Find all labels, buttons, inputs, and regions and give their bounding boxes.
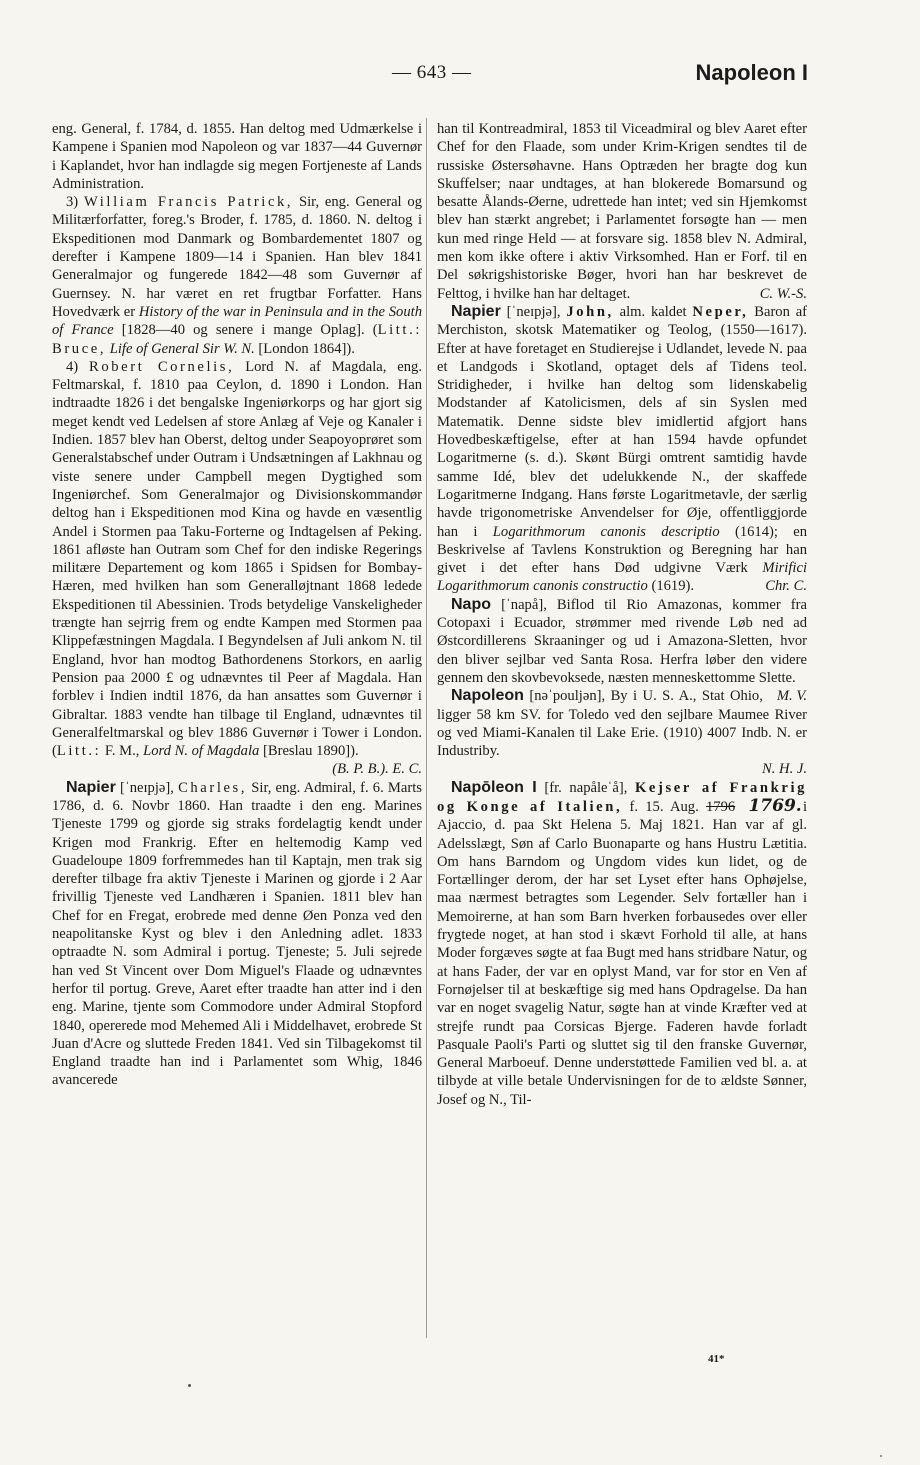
printer-signature-mark: 41* [708,1353,725,1365]
stray-mark [188,1384,191,1387]
author-signature: N. H. J. [762,761,807,778]
pronunciation: [fr. napåleˈå], [544,779,628,796]
entry-robert-cornelis [52,358,422,761]
literature-label: Litt.: [56,743,102,760]
work-title: Mirifici Logarithmorum canonis constructio [437,560,807,595]
entry-text: Sir, eng. General og Militærforfatter, foreg.'s Broder, f. 1785, d. 1860. N. deltog i Ekspeditionen mod Danmark og Bombardementet 1807 og derefter i Kampene 1809—14 i Spanien. Han blev 1841 Generalmajor og fungerede 1842—48 som Guvernør af Guernsey. N. har været en ret frugtbar Forfatter. Hans Hovedværk er [52,194,422,320]
handwritten-correction: 1769. [748,795,802,816]
entry-napoleon-i [437,779,807,1109]
entry-text: han til Kontreadmiral, 1853 til Viceadmiral og blev Aaret efter Chef for den Flaade, som under Krim-Krigen sendtes til de russiske Østersøhavne. Hans Optræden her bragte dog kun Skuffelser; naar undtages, at han blokerede Bomarsund og besatte Ålands-Øerne, udrettede han intet; ved sin Hjemkomst blev han stærkt angrebet; i Parlamentet forsøgte han — men kun med ringe Held — at forsvare sig. 1858 blev N. Admiral, men kom ikke oftere i aktiv Virksomhed. Han er Forf. til en Del søkrigshistoriske Bøger, hvori han har beskrevet de Felttog, i hvilke han har deltaget. [437,121,807,302]
pronunciation: [ˈneɪpjə], [119,779,174,796]
author-signature: M. V. [776,688,807,705]
entry-number: 3) [66,194,79,211]
entry-text: (1619). [651,578,695,595]
struck-year: 1796 [706,798,736,815]
left-column [52,120,422,1090]
entry-napier-john [437,303,807,596]
literature-label: Litt.: [377,322,422,339]
entry-text: [London 1864]). [258,340,355,357]
headword: Napōleon I [451,778,537,796]
pronunciation: [nəˈpouljən], [529,688,606,705]
entry-text: [Breslau 1890]). [263,743,359,760]
entry-text: Baron af Merchiston, skotsk Matematiker og Teolog, (1550—1617). Efter at have foretaget en Studierejse i Udlandet, levede N. paa et Landgods i Skotland, optaget dels af Tidens teol. Stridigheder, i hvilke han deltog som lidenskabelig Modstander af Katolicismen, dels af sin Syslen med Matematik. Denne sidste blev imidlertid afgjort hans Hovedbeskæftigelse, efter at han 1594 havde opfundet Logaritmerne (s. d.). Skønt Bürgi omtrent samtidig havde samme Idé, blev det udelukkende N., der skaffede Logaritmerne Indgang. Hans første Logaritmetavle, der særlig havde trigonometriske Anvendelser for Øje, offentliggjorde han i [437,303,808,540]
entry-alias: Neper, [692,303,749,320]
entry-continuation [437,120,807,303]
entry-name: Charles, [178,779,248,796]
author-signature: (B. P. B.). E. C. [332,761,422,778]
entry-napier-charles [52,779,422,1090]
entry-text: [1828—40 og senere i mange Oplag]. ( [121,322,378,339]
entry-text: Lord N. af Magdala, eng. Feltmarskal, f. 1810 paa Ceylon, d. 1890 i London. Han indtraadte 1826 i det bengalske Ingeniørkorps og har gjort sig meget kendt ved Ledelsen af store Anlæg af Veje og Kanaler i Indien. 1857 blev han Oberst, deltog under Seapoyoprøret som Generalstabschef under Outram i Undsætningen af Lakhnau og viste senere under Campbell megen Dygtighed som Ingeniørchef. Som Generalmajor og Divisionskommandør deltog han i Ekspeditionen mod Kina og havde en væsentlig Andel i Stormen paa Taku-Forterne og Indtagelsen af Peking. 1861 afløste han Outram som Chef for den indiske Regerings militære Departement og kom 1865 i Spidsen for Bombay-Hæren, med hvilken han som Generalløjtnant 1868 ledede Ekspeditionen til Abessinien. Trods betydelige Vanskeligheder trængte han sejrrig frem og endte Kampen med Stormen paa Klippefæstningen Magdala. I Begyndelsen af Juli ankom N. til England, hvor han modtog Bathordenens Storkors, en aarlig Pension paa 2000 £ og udnævntes til Peer af Magdala. Han forblev i Indien indtil 1876, da han ansattes som Guvernør i Gibraltar. 1883 vendte han tilbage til England, udnævntes til Generalfeltmarskal og blev 1886 Guvernør i Tower i London. ( [52,358,422,760]
author-signature: Chr. C. [765,578,807,595]
author-signature: C. W.-S. [759,285,807,302]
pronunciation: [ˈneɪpjə], [506,303,561,320]
column-divider [426,118,427,1338]
work-title: Life of General Sir W. N. [109,340,255,357]
page-header [52,62,808,92]
entry-text: (1614); en Beskrivelse af Tavlens Konstruktion og Beregning har han givet i det efter hans Død udgivne Værk [437,523,808,577]
work-title: Lord N. of Magdala [143,743,260,760]
right-column [437,120,807,1109]
birth-date: f. 15. Aug. [629,798,699,815]
entry-text: By i U. S. A., Stat Ohio, ligger 58 km SV. for Toledo ved den sejlbare Maumee River og ved Miami-Kanalen til Lake Erie. (1910) 4007 Indb. N. er Industriby. [437,688,807,760]
headword: Napier [66,778,116,796]
entry-text: Biflod til Rio Amazonas, kommer fra Cotopaxi i Ecuador, strømmer med rivende Løb ned ad Østcordillerens Skraaninger og ud i Amazona-Sletten, hvor den bliver sejlbar ved Santa Rosa. Herfra løber den videre gennem den skovbevoksede, næsten menneskettomme Slette. [437,596,807,686]
entry-title: Kejser af Frankrig og Konge af Italien, [437,779,807,815]
headword: Napier [451,302,501,320]
entry-text: Sir, eng. Admiral, f. 6. Marts 1786, d. 6. Novbr 1860. Han traadte i den eng. Marines Tjeneste 1799 og gjorde sig straks fordelagtig kendt under Krigen mod Frankrig. Efter en heltemodig Kamp ved Guadeloupe 1809 forfremmedes han til Kaptajn, men trak sig derefter tilbage fra aktiv Tjeneste i Marinen og gjorde i 2 Aar frivillig Tjeneste ved Landhæren i Spanien. 1811 blev han Chef for en Fregat, erobrede med denne Øen Ponza ved den neapolitanske Kyst og blev i den Anledning adlet. 1833 optraadte N. som Admiral i portug. Tjeneste; 5. Juli sejrede han ved St Vincent over Dom Miguel's Flaade og udnævntes herfor til portug. Greve, Aaret efter traadte han atter ind i den eng. Marine, tjente som Commodore under Admiral Stopford 1840, opererede mod Mehemed Ali i Middelhavet, erobrede St Juan d'Acre og sluttede Freden 1841. Ved sin Tilbagekomst til England traadte han ind i Parlamentet som Whig, 1846 avancerede [52,779,422,1089]
pronunciation: [ˈnapå], [501,596,547,613]
stray-mark [880,1455,882,1457]
author-name: Bruce, [52,340,107,357]
page-number: — 643 — [392,62,472,83]
entry-number: 4) [66,358,79,375]
entry-name: John, [566,303,614,320]
work-title: History of the war in Peninsula and in the South of France [52,303,422,339]
headword: Napo [451,595,491,613]
entry-text: i Ajaccio, d. paa Skt Helena 5. Maj 1821. Han var af gl. Adelsslægt, Søn af Carlo Buonaparte og hans Hustru Lætitia. Om hans Barndom og Ungdom vides kun lidet, og de Fortællinger derom, der har set Lyset efter hans Ophøjelse, maa nærmest betragtes som Legender. Selv fortæller han i Memoirerne, at han som Barn hverken forbausedes over eller frygtede noget, at han stod i skævt Forhold til alle, at hans Moder forgæves søgte at faa Bugt med hans stridbare Natur, og at hans Fader, der var en oplyst Mand, var for stor en Ven af Fornøjelser til at beskæftige sig med hans Opdragelse. Da han var en noget svagelig Natur, søgte han at vinde Kræfter ved at strejfe rundt paa Corsicas Bjerge. Faderen havde forladt Pasquale Paoli's Parti og sluttet sig til den franske Guvernør, General Marboeuf. Denne understøttede Familien ved bl. a. at tilbyde at ville betale Undervisningen for de to ældste Sønner, Josef og N., Til- [437,798,808,1108]
entry-text: eng. General, f. 1784, d. 1855. Han deltog med Udmærkelse i Kampene i Spanien mod Napoleon og var 1837—44 Guvernør i Kaplandet, hvor han indlagde sig megen Fortjeneste af Lands Administration. [52,121,422,192]
entry-text: F. M., [104,743,140,760]
headword: Napoleon [451,687,524,705]
entry-name: Robert Cornelis, [89,358,235,375]
work-title: Logarithmorum canonis descriptio [492,523,720,540]
running-head: Napoleon I [695,60,808,85]
entry-text: alm. kaldet [619,303,687,320]
entry-william-francis-patrick [52,193,422,358]
entry-napoleon-ohio [437,687,807,760]
entry-name: William Francis Patrick, [83,194,294,211]
